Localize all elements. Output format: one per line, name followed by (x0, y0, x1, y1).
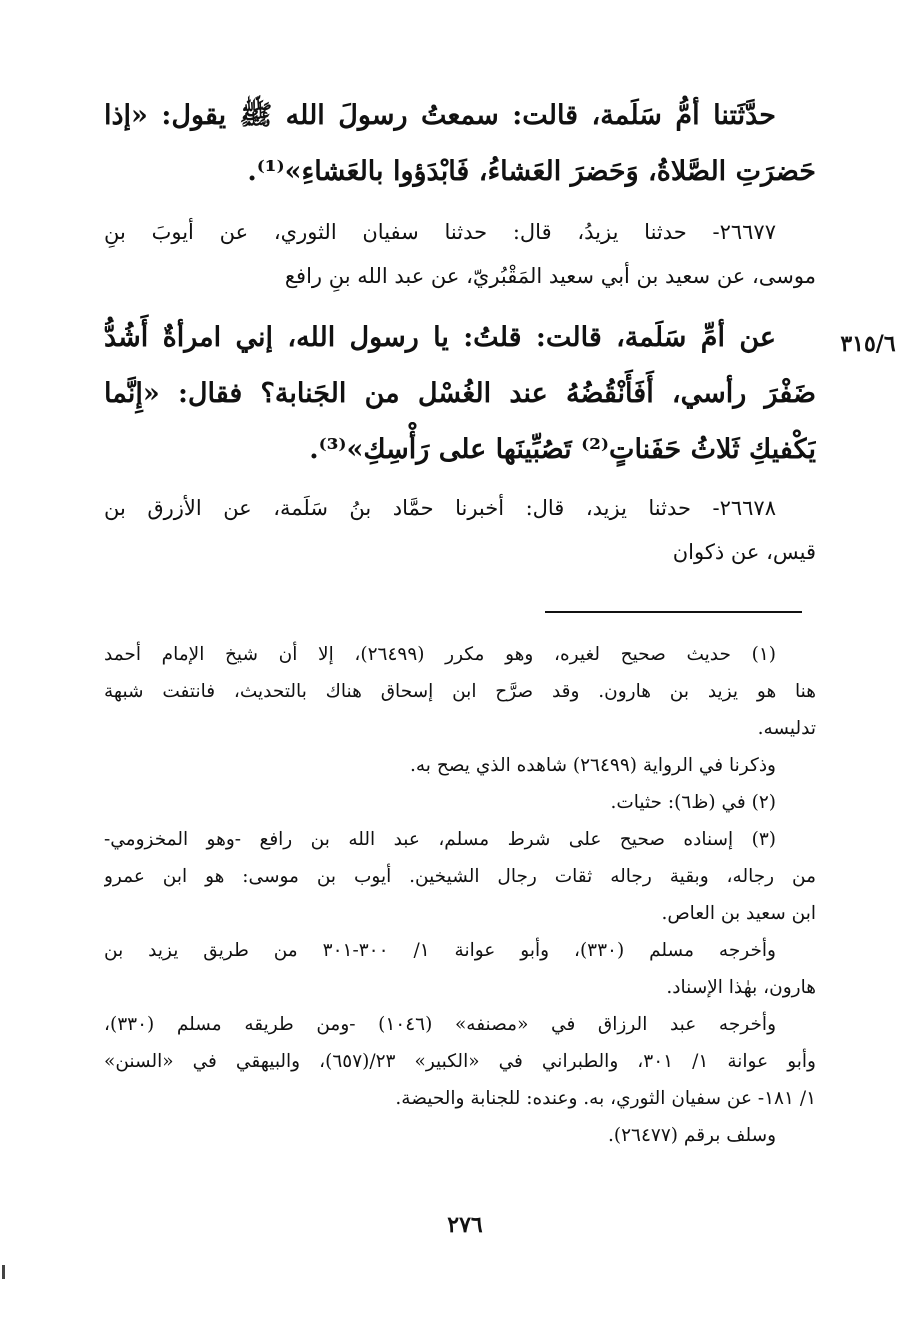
text-line: وذكرنا في الرواية (٢٦٤٩٩) شاهده الذي يصح به. (409, 755, 776, 776)
edition-page-reference: ٣١٥/٦ (840, 331, 896, 357)
text-line: وأخرجه مسلم (٣٣٠)، وأبو عوانة ١/ ٣٠٠-٣٠١ من طريق يزيد بن (104, 940, 776, 961)
text-line: ضَفْرَ رأسي، أَفَأَنْقُضُهُ عند الغُسْل من الجَنابة؟ فقال: «إِنَّما (104, 378, 816, 409)
hadith-26677-isnad (104, 210, 816, 298)
hadith-matn-opening (104, 88, 816, 200)
text-line: (٣) إسناده صحيح على شرط مسلم، عبد الله بن رافع -وهو المخزومي- (104, 829, 776, 850)
footnote-3-paragraph-4 (104, 1117, 816, 1154)
footnote-3-paragraph-2 (104, 932, 816, 1006)
text-line: وأخرجه عبد الرزاق في «مصنفه» (١٠٤٦) -ومن طريقه مسلم (٣٣٠)، (104, 1014, 776, 1035)
text-line: (١) حديث صحيح لغيره، وهو مكرر (٢٦٤٩٩)، إلا أن شيخ الإمام أحمد (104, 644, 776, 665)
text-line: ابن سعيد بن العاص. (661, 903, 816, 924)
footnote-1-note (104, 747, 816, 784)
text-line: ١/ ١٨١- عن سفيان الثوري، به. وعنده: للجنابة والحيضة. (395, 1088, 816, 1109)
footnote-separator (545, 611, 802, 613)
page-number: ٢٧٦ (447, 1212, 483, 1238)
footnote-3 (104, 821, 816, 932)
text-line: يَكْفيكِ ثَلاثُ حَفَناتٍ⁽²⁾ تَصُبِّينَها على رَأْسِكِ»⁽³⁾. (309, 434, 816, 465)
footnotes (104, 636, 816, 1154)
scan-speck (2, 1265, 5, 1279)
text-line: من رجاله، وبقية رجاله ثقات رجال الشيخين. أيوب بن موسى: هو ابن عمرو (104, 866, 816, 887)
text-line: موسى، عن سعيد بن أبي سعيد المَقْبُريّ، عن عبد الله بنِ رافع (284, 264, 816, 288)
hadith-26678-isnad (104, 486, 816, 574)
hadith-26677-matn (104, 310, 816, 478)
footnote-3-paragraph-3 (104, 1006, 816, 1117)
text-line: ٢٦٦٧٨- حدثنا يزيد، قال: أخبرنا حمَّاد بنُ سَلَمة، عن الأزرق بن (104, 496, 776, 520)
text-line: وسلف برقم (٢٦٤٧٧). (608, 1125, 776, 1146)
text-line: هارون، بهٰذا الإسناد. (666, 977, 816, 998)
text-line: تدليسه. (757, 718, 816, 739)
text-line: (٢) في (ظ٦): حثيات. (610, 792, 776, 813)
footnote-2 (104, 784, 816, 821)
text-line: حَضرَتِ الصَّلاةُ، وَحَضرَ العَشاءُ، فَابْدَؤوا بالعَشاءِ»⁽¹⁾. (247, 156, 816, 187)
text-line: حدَّثَتنا أمُّ سَلَمة، قالت: سمعتُ رسولَ الله ﷺ يقول: «إذا (104, 100, 776, 131)
text-line: عن أمِّ سَلَمة، قالت: قلتُ: يا رسول الله، إني امرأةٌ أَشُدُّ (104, 322, 776, 353)
text-line: قيس، عن ذكوان (672, 540, 816, 564)
text-line: هنا هو يزيد بن هارون. وقد صرَّح ابن إسحاق هناك بالتحديث، فانتفت شبهة (104, 681, 816, 702)
text-line: ٢٦٦٧٧- حدثنا يزيدُ، قال: حدثنا سفيان الثوري، عن أيوبَ بنِ (104, 220, 776, 244)
text-line: وأبو عوانة ١/ ٣٠١، والطبراني في «الكبير» ٢٣/(٦٥٧)، والبيهقي في «السنن» (104, 1051, 816, 1072)
footnote-1 (104, 636, 816, 747)
